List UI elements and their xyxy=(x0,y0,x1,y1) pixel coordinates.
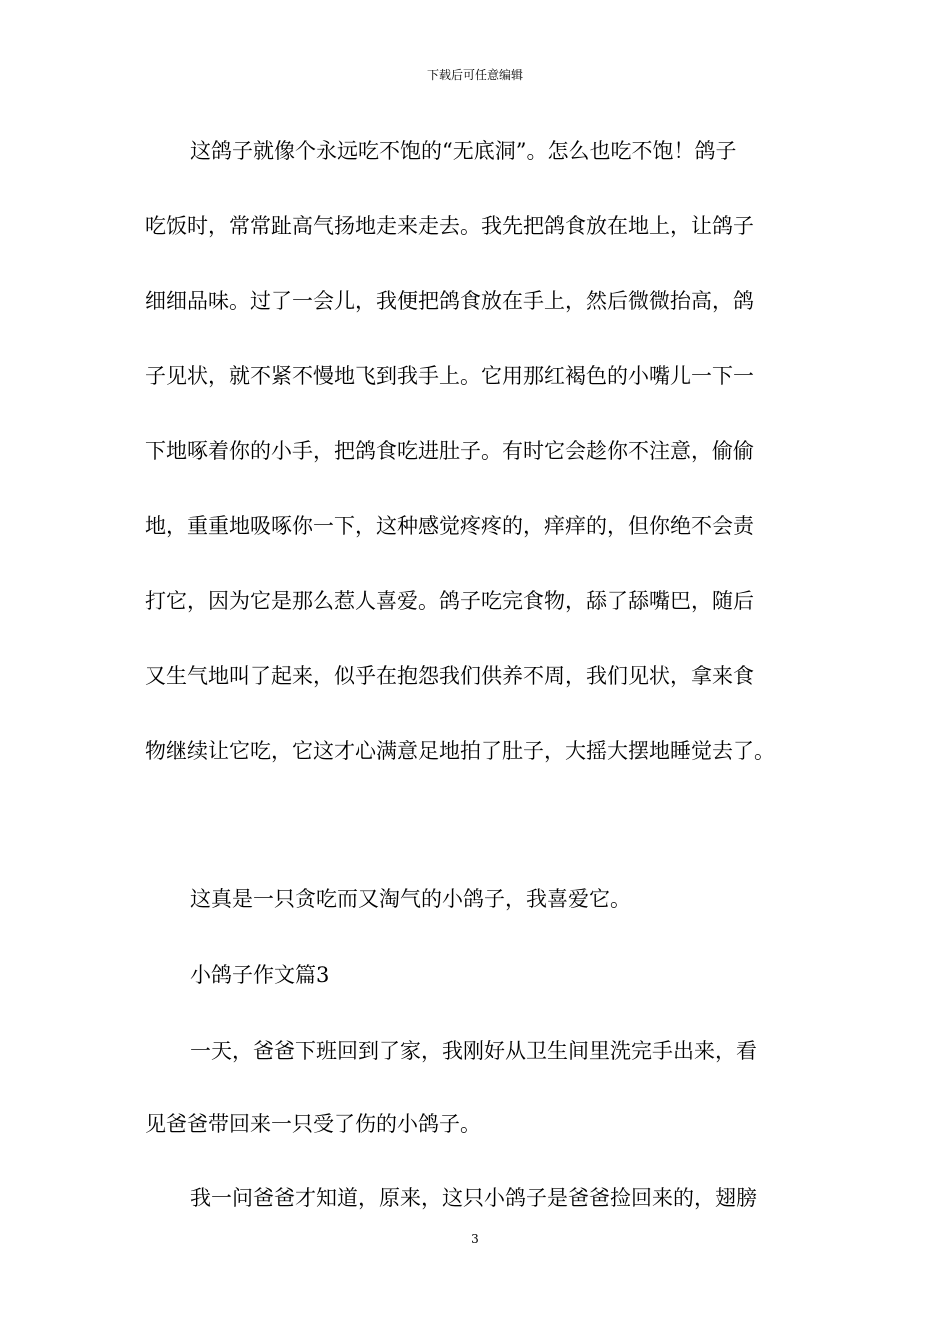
text-line: 我一问爸爸才知道，原来，这只小鸽子是爸爸捡回来的，翅膀 xyxy=(190,1186,757,1210)
text-line: 子见状，就不紧不慢地飞到我手上。它用那红褐色的小嘴儿一下一 xyxy=(145,364,754,388)
text-line: 细细品味。过了一会儿，我便把鸽食放在手上，然后微微抬高，鸽 xyxy=(145,289,754,313)
text-line: 打它，因为它是那么惹人喜爱。鸽子吃完食物，舔了舔嘴巴，随后 xyxy=(145,589,754,613)
text-line: 见爸爸带回来一只受了伤的小鸽子。 xyxy=(145,1112,481,1136)
section-title: 小鸽子作文篇3 xyxy=(190,963,330,987)
text-line: 又生气地叫了起来，似乎在抱怨我们供养不周，我们见状，拿来食 xyxy=(145,664,754,688)
paragraph-2: 这真是一只贪吃而又淘气的小鸽子，我喜爱它。 xyxy=(190,887,631,911)
text-line: 物继续让它吃，它这才心满意足地拍了肚子，大摇大摆地睡觉去了。 xyxy=(145,739,775,763)
text-line: 一天，爸爸下班回到了家，我刚好从卫生间里洗完手出来，看 xyxy=(190,1039,757,1063)
text-line: 这鸽子就像个永远吃不饱的“无底洞”。怎么也吃不饱！鸽子 xyxy=(190,139,737,163)
text-line: 下地啄着你的小手，把鸽食吃进肚子。有时它会趁你不注意，偷偷 xyxy=(145,439,754,463)
text-line: 地，重重地吸啄你一下，这种感觉疼疼的，痒痒的，但你绝不会责 xyxy=(145,514,754,538)
page-number: 3 xyxy=(471,1232,479,1246)
page-header: 下载后可任意编辑 xyxy=(426,68,523,82)
text-line: 吃饭时，常常趾高气扬地走来走去。我先把鸽食放在地上，让鸽子 xyxy=(145,214,754,238)
